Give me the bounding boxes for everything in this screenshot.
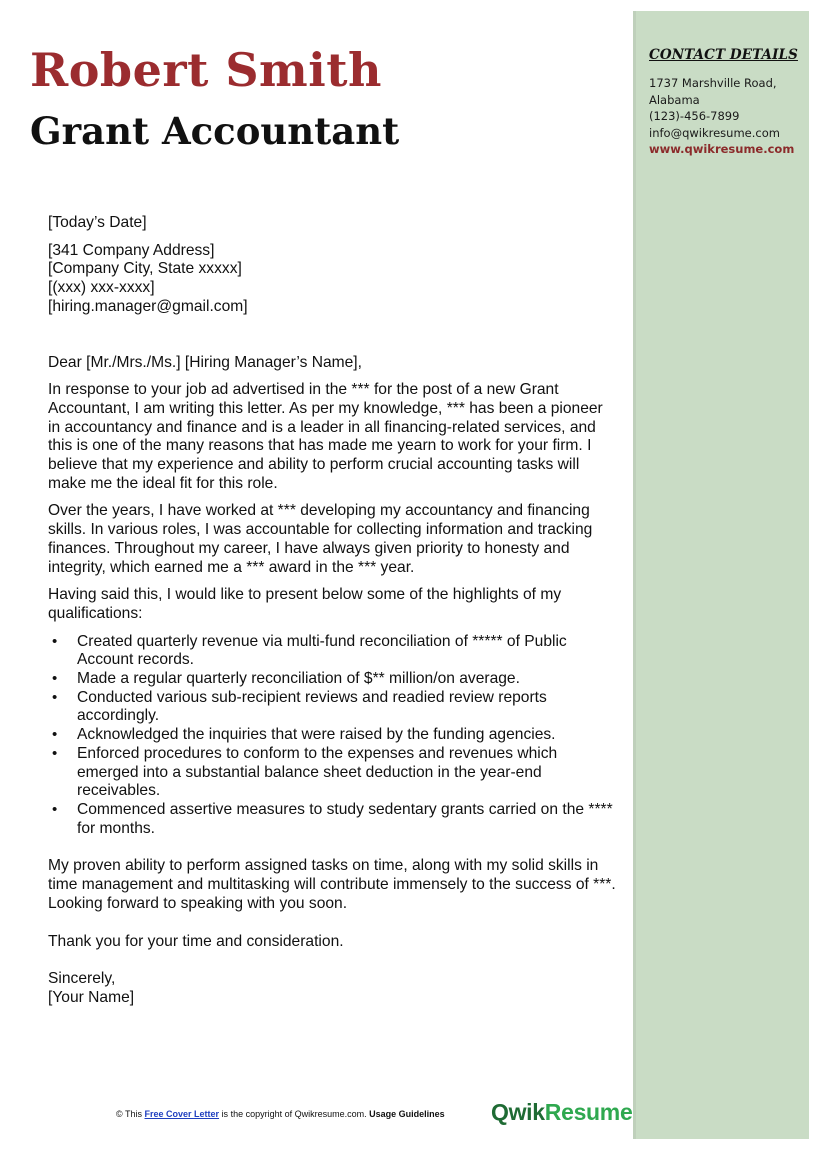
contact-details-heading: CONTACT DETAILS	[649, 47, 798, 63]
free-cover-letter-link[interactable]: Free Cover Letter	[144, 1109, 220, 1119]
phone-number: (123)-456-7899	[649, 109, 740, 123]
paragraph-1: In response to your job ad advertised in the *** for the post of a new Grant Accountant, I am writing this letter. As per my knowledge, *** has been a pioneer in accountancy and finance and is a leader in all financing-related services, and this is one of the many reasons that has made me yearn to work for your firm. I believe that my experience and ability to perform crucial accounting tasks will make me the ideal fit for this role.	[48, 381, 603, 492]
job-title: Grant Accountant	[30, 109, 400, 153]
email-address[interactable]: info@qwikresume.com	[649, 125, 780, 140]
thanks-line: Thank you for your time and consideration.	[48, 932, 344, 950]
copyright-icon: ©	[116, 1109, 123, 1119]
list-item: • Created quarterly revenue via multi-fund reconciliation of ***** of Public Account records.	[48, 633, 618, 670]
applicant-name: Robert Smith	[30, 43, 382, 97]
logo-resume: Resume	[544, 1099, 633, 1125]
recipient-address: [341 Company Address]	[48, 241, 215, 259]
paragraph-4: My proven ability to perform assigned tasks on time, along with my solid skills in time management and multitasking will contribute immensely to the success of ***. Looking forward to speaking with you soon.	[48, 857, 616, 912]
list-item: • Conducted various sub-recipient reviews and readied review reports accordingly.	[48, 689, 618, 726]
closing: Sincerely,	[48, 970, 116, 988]
recipient-city: [Company City, State xxxxx]	[48, 260, 242, 278]
recipient-email: [hiring.manager@gmail.com]	[48, 297, 248, 315]
copyright-text: is the copyright of Qwikresume.com.	[221, 1109, 367, 1119]
contact-info	[649, 75, 794, 158]
list-item: • Made a regular quarterly reconciliation of $** million/on average.	[48, 670, 618, 689]
address-line-1: 1737 Marshville Road,	[649, 76, 777, 90]
paragraph-2: Over the years, I have worked at *** developing my accountancy and financing skills. In various roles, I was accountable for collecting information and tracking finances. Throughout my career, I have always given priority to honesty and integrity, which earned me a *** award in the *** year.	[48, 502, 593, 576]
list-item: • Enforced procedures to conform to the expenses and revenues which emerged into a substantial balance sheet deduction in the year-end receivables.	[48, 745, 618, 801]
copyright-footer	[116, 1109, 445, 1119]
signature: [Your Name]	[48, 988, 135, 1006]
address-line-2: Alabama	[649, 92, 700, 107]
list-item: • Acknowledged the inquiries that were raised by the funding agencies.	[48, 726, 618, 745]
list-item: • Commenced assertive measures to study sedentary grants carried on the **** for months.	[48, 801, 618, 838]
logo-qwik: Qwik	[491, 1099, 545, 1125]
qualification-list	[48, 633, 618, 839]
recipient-phone: [(xxx) xxx-xxxx]	[48, 279, 155, 297]
footer-this: This	[124, 1109, 142, 1119]
contact-sidebar	[633, 11, 809, 1139]
salutation: Dear [Mr./Mrs./Ms.] [Hiring Manager’s Name],	[48, 353, 362, 371]
letter-body	[48, 214, 618, 1008]
website-link[interactable]: www.qwikresume.com	[649, 142, 795, 156]
letter-date: [Today’s Date]	[48, 214, 147, 231]
paragraph-3: Having said this, I would like to present below some of the highlights of my qualifications:	[48, 586, 562, 622]
usage-guidelines-link[interactable]: Usage Guidelines	[369, 1109, 445, 1119]
qwikresume-logo[interactable]	[491, 1099, 632, 1126]
